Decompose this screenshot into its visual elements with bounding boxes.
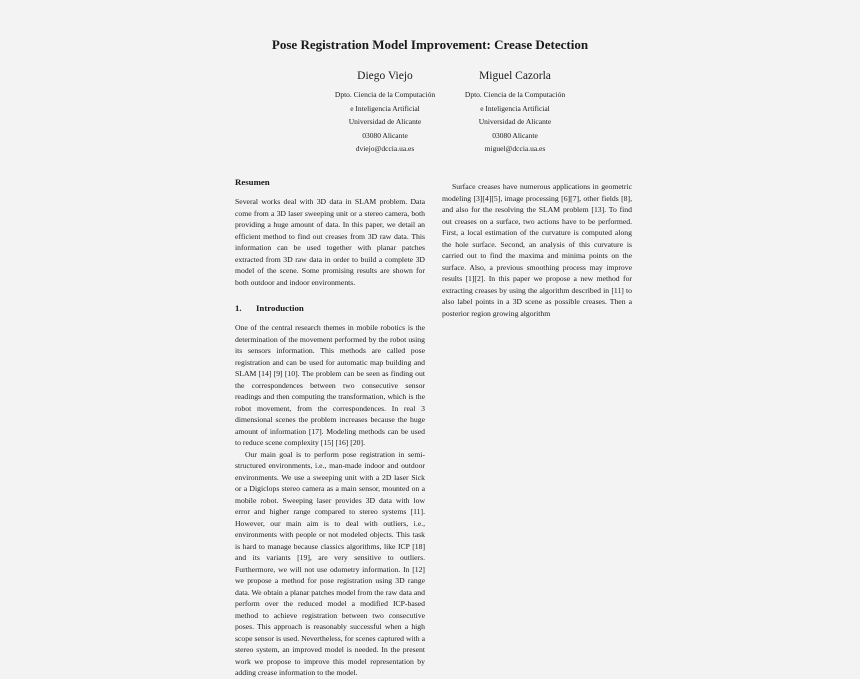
author-department: Dpto. Ciencia de la Computación: [464, 90, 566, 99]
intro-paragraph-2: Our main goal is to perform pose registration in semi-structured environments, i.e., man-made indoor and outdoor environments. We use a sweeping unit with a 2D laser Sick or a Digiclops stereo camera as a main sensor, mounted on a mobile robot. Sweeping laser provides 3D data with low error and higher range compared to stereo systems [11]. However, our main aim is to deal with outliers, i.e., environments with people or not modeled objects. This task is hard to manage because classics algorithms, like ICP [18] and its variants [19], are very sensitive to outliers. Furthermore, we will not use odometry information. In [12] we propose a method for pose registration using 3D range data. We obtain a planar patches model from the raw data and perform over the reduced model a modified ICP-based method to achieve registration between two consecutive poses. This approach is reasonably successful when a high scope sensor is used. Nevertheless, for scenes captured with a stereo system, an improved model is needed. In the present work we propose to improve this model representation by adding crease information to the model.: [235, 449, 425, 677]
author-university: Universidad de Alicante: [348, 117, 422, 126]
author-email[interactable]: miguel@dccia.ua.es: [484, 144, 546, 153]
abstract-text: Several works deal with 3D data in SLAM problem. Data come from a 3D laser sweeping unit or a stereo camera, both providing a huge amount of data. In this paper, we detail an efficient method to find out creases from 3D raw data. This information can be used together with planar patches extracted from 3D raw data in order to build a complete 3D model of the scene. Some promising results are shown for both outdoor and indoor environments.: [235, 197, 425, 287]
author-department-cont: e Inteligencia Artificial: [480, 103, 550, 113]
section-title: Introduction: [256, 303, 304, 313]
section-number: 1.: [235, 303, 242, 313]
intro-paragraph-3: Surface creases have numerous applications in geometric modeling [3][4][5], image processing [6][7], other fields [8], and also for the resolving the SLAM problem [13]. To find out creases on a surface, two actions have to be performed. First, a local estimation of the curvature is computed along the hole surface. Second, an analysis of this curvature is carried out to find the maxima and minima points on the surface. Also, a previous smoothing process may improve results [1][2]. In this paper we propose a new method for extracting creases by using the algorithm described in [11] to also label points in a 3D scene as possible creases. Then a posterior region growing algorithm: [442, 182, 632, 318]
intro-paragraph-1: One of the central research themes in mobile robotics is the determination of the movement performed by the robot using its sensors information. This methods are called pose registration and can be used for automatic map building and SLAM [14] [9] [10]. The problem can be seen as finding out the correspondences between two consecutive sensor readings and then computing the transformation, which is the robot movement, from the correspondences. In real 3 dimensional scenes the problem increases because the huge amount of information [17]. Modeling methods can be used to reduce scene complexity [15] [16] [20].: [235, 323, 425, 447]
author-city: 03080 Alicante: [492, 130, 538, 140]
author-department-cont: e Inteligencia Artificial: [350, 103, 420, 113]
right-column: [442, 181, 632, 319]
left-column: [235, 176, 425, 679]
author-city: 03080 Alicante: [362, 130, 408, 140]
abstract-heading: Resumen: [235, 177, 270, 187]
author-name: Diego Viejo: [357, 70, 413, 82]
author-name: Miguel Cazorla: [479, 70, 551, 82]
paper-title: Pose Registration Model Improvement: Crease Detection: [271, 37, 589, 52]
author-email[interactable]: dviejo@dccia.ua.es: [355, 144, 415, 153]
author-block-cazorla: [420, 69, 610, 156]
author-university: Universidad de Alicante: [478, 117, 552, 126]
section-heading-introduction: [235, 302, 425, 314]
author-department: Dpto. Ciencia de la Computación: [334, 90, 436, 99]
